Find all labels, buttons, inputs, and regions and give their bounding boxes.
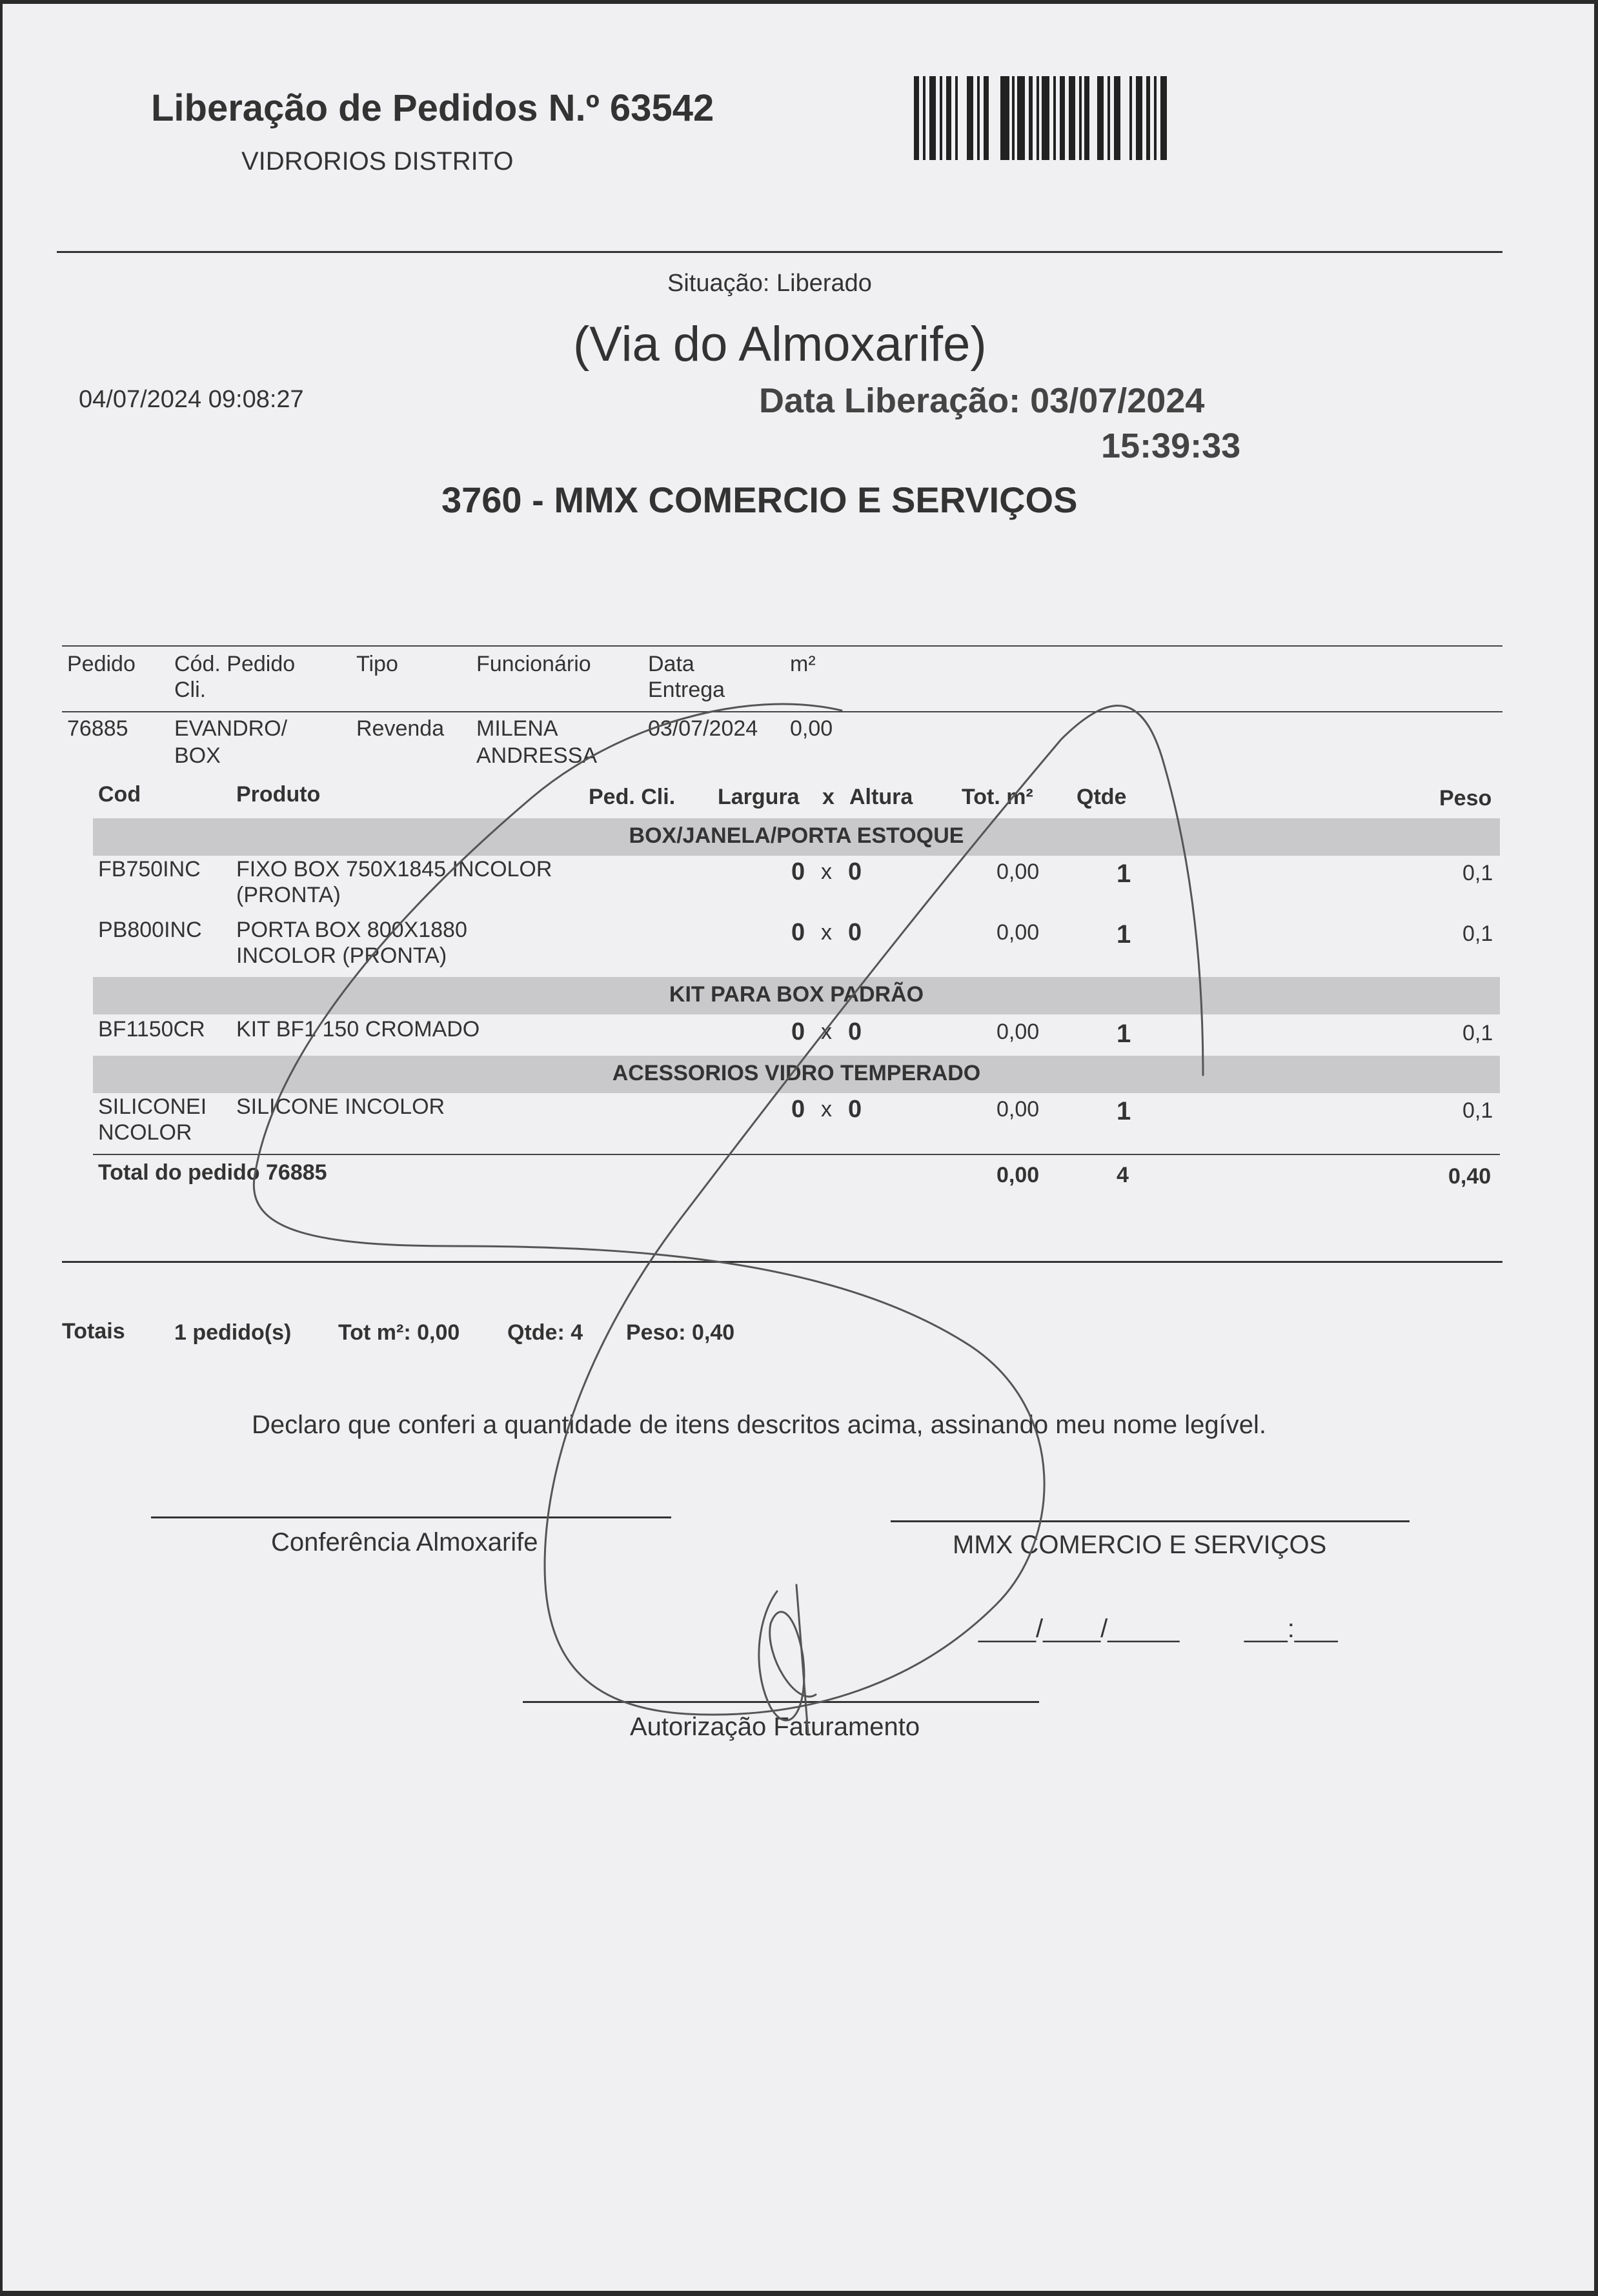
document-title: Liberação de Pedidos N.º 63542 [151, 87, 714, 129]
order-funcionario-line2: ANDRESSA [476, 743, 598, 768]
company-name: VIDRORIOS DISTRITO [241, 147, 514, 176]
item-x: x [821, 1097, 832, 1122]
items-header-cod: Cod [98, 782, 141, 807]
order-total-peso: 0,40 [1448, 1164, 1492, 1189]
group-label: KIT PARA BOX PADRÃO [669, 982, 924, 1007]
header-tipo: Tipo [356, 652, 398, 676]
order-cod-cliente-line2: BOX [174, 743, 221, 768]
order-data-entrega: 03/07/2024 [648, 716, 758, 741]
group-label: ACESSORIOS VIDRO TEMPERADO [612, 1061, 981, 1085]
items-header-ped-cli: Ped. Cli. [589, 785, 676, 809]
item-qtde: 1 [1117, 1020, 1131, 1048]
date-blank: ____/____/_____ [978, 1615, 1180, 1643]
release-time: 15:39:33 [1101, 427, 1241, 465]
release-date: Data Liberação: 03/07/2024 [759, 381, 1205, 420]
item-altura: 0 [848, 919, 862, 946]
totals-pedidos: 1 pedido(s) [174, 1320, 292, 1345]
items-header-tot-m2: Tot. m² [962, 785, 1033, 809]
client-name: 3760 - MMX COMERCIO E SERVIÇOS [441, 479, 1078, 520]
item-x: x [821, 860, 832, 884]
item-tot-m2: 0,00 [996, 1020, 1040, 1044]
item-produto: FIXO BOX 750X1845 INCOLOR [236, 857, 552, 881]
order-funcionario: MILENA [476, 716, 558, 741]
item-produto-line2: (PRONTA) [236, 883, 341, 907]
item-peso: 0,1 [1462, 921, 1493, 946]
order-total-qtde: 4 [1117, 1163, 1129, 1187]
item-qtde: 1 [1117, 1097, 1131, 1125]
status-label: Situação: Liberado [667, 270, 872, 297]
group-label: BOX/JANELA/PORTA ESTOQUE [629, 823, 964, 848]
totals-label: Totais [62, 1319, 125, 1344]
item-x: x [821, 920, 832, 945]
header-pedido: Pedido [67, 652, 136, 676]
items-header-x: x [822, 785, 834, 809]
totals-peso: Peso: 0,40 [626, 1320, 735, 1345]
item-altura: 0 [848, 1096, 862, 1123]
item-largura: 0 [791, 858, 805, 885]
item-produto: PORTA BOX 800X1880 [236, 918, 467, 942]
item-produto: KIT BF1 150 CROMADO [236, 1017, 480, 1042]
item-produto: SILICONE INCOLOR [236, 1094, 445, 1119]
item-altura: 0 [848, 1018, 862, 1045]
items-header-produto: Produto [236, 782, 321, 807]
items-header-altura: Altura [849, 785, 913, 809]
item-altura: 0 [848, 858, 862, 885]
item-tot-m2: 0,00 [996, 860, 1040, 884]
order-m2: 0,00 [790, 716, 833, 741]
items-header-peso: Peso [1439, 786, 1492, 811]
item-tot-m2: 0,00 [996, 1097, 1040, 1122]
item-peso: 0,1 [1462, 1021, 1493, 1045]
print-datetime: 04/07/2024 09:08:27 [79, 386, 304, 413]
time-blank: ___:___ [1244, 1615, 1338, 1643]
document-page [3, 4, 1594, 2291]
header-data: Data [648, 652, 694, 676]
signature-label-bottom: Autorização Faturamento [630, 1713, 920, 1741]
order-cod-cliente: EVANDRO/ [174, 716, 288, 741]
totals-qtde: Qtde: 4 [507, 1320, 583, 1345]
item-tot-m2: 0,00 [996, 920, 1040, 945]
item-x: x [821, 1020, 832, 1044]
item-qtde: 1 [1117, 920, 1131, 949]
item-cod: SILICONEI [98, 1094, 207, 1119]
totals-tot-m2: Tot m²: 0,00 [338, 1320, 460, 1345]
item-largura: 0 [791, 919, 805, 946]
copy-label: (Via do Almoxarife) [573, 317, 987, 372]
order-total-label: Total do pedido 76885 [98, 1160, 327, 1185]
item-peso: 0,1 [1462, 861, 1493, 885]
signature-label-right: MMX COMERCIO E SERVIÇOS [953, 1531, 1327, 1559]
header-m2: m² [790, 652, 816, 676]
header-funcionario: Funcionário [476, 652, 591, 676]
item-qtde: 1 [1117, 860, 1131, 888]
item-peso: 0,1 [1462, 1098, 1493, 1123]
order-tipo: Revenda [356, 716, 445, 741]
declaration-text: Declaro que conferi a quantidade de itens descritos acima, assinando meu nome legível. [252, 1411, 1267, 1439]
items-header-largura: Largura [718, 785, 800, 809]
items-header-qtde: Qtde [1077, 785, 1127, 809]
order-total-m2: 0,00 [996, 1163, 1040, 1187]
item-cod-line2: NCOLOR [98, 1120, 192, 1145]
signature-label-left: Conferência Almoxarife [271, 1528, 538, 1556]
item-produto-line2: INCOLOR (PRONTA) [236, 943, 447, 968]
item-cod: FB750INC [98, 857, 201, 881]
header-cod-pedido-line2: Cli. [174, 678, 207, 702]
header-cod-pedido: Cód. Pedido [174, 652, 296, 676]
handwritten-signature [3, 4, 1594, 2291]
item-cod: BF1150CR [98, 1017, 205, 1042]
header-data-line2: Entrega [648, 678, 725, 702]
item-largura: 0 [791, 1096, 805, 1123]
order-pedido: 76885 [67, 716, 128, 741]
item-cod: PB800INC [98, 918, 202, 942]
item-largura: 0 [791, 1018, 805, 1045]
